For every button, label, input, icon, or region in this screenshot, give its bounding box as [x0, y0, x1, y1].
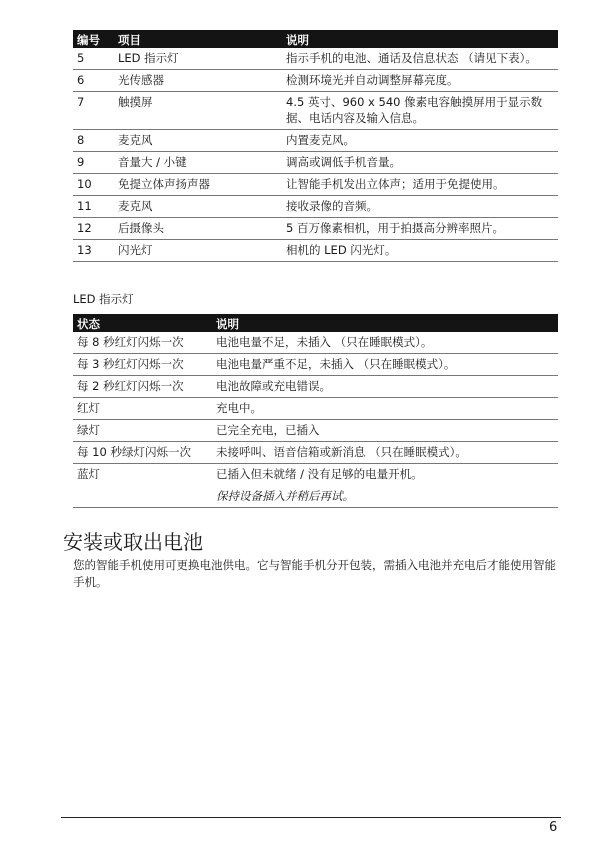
table-row — [73, 398, 558, 420]
cell-description: 电池电量不足，未插入 （只在睡眠模式）。 — [212, 332, 558, 354]
section-heading: 安装或取出电池 — [63, 530, 203, 554]
table-row — [73, 442, 558, 464]
cell-description: 指示手机的电池、通话及信息状态 （请见下表）。 — [282, 48, 558, 70]
blue-led-note: 保持设备插入并稍后再试。 — [216, 489, 354, 503]
cell-item: 触摸屏 — [114, 92, 282, 130]
cell-description: 4.5 英寸、960 x 540 像素电容触摸屏用于显示数据、电话内容及输入信息。 — [282, 92, 558, 130]
cell-item: 麦克风 — [114, 196, 282, 218]
table-row — [73, 92, 558, 130]
components-table — [73, 30, 558, 262]
table-row — [73, 152, 558, 174]
cell-number: 7 — [73, 92, 114, 130]
cell-number: 10 — [73, 174, 114, 196]
cell-number: 8 — [73, 130, 114, 152]
cell-number: 9 — [73, 152, 114, 174]
cell-status: 每 2 秒红灯闪烁一次 — [73, 376, 212, 398]
table-row — [73, 420, 558, 442]
header-status: 状态 — [73, 314, 212, 332]
cell-description — [212, 464, 558, 508]
table-row — [73, 332, 558, 354]
table-row — [73, 218, 558, 240]
cell-item: 闪光灯 — [114, 240, 282, 262]
cell-description: 充电中。 — [212, 398, 558, 420]
cell-description: 已完全充电，已插入 — [212, 420, 558, 442]
cell-description: 内置麦克风。 — [282, 130, 558, 152]
cell-status: 每 8 秒红灯闪烁一次 — [73, 332, 212, 354]
header-number: 编号 — [73, 30, 114, 48]
cell-description: 检测环境光并自动调整屏幕亮度。 — [282, 70, 558, 92]
cell-number: 6 — [73, 70, 114, 92]
cell-description: 5 百万像素相机，用于拍摄高分辨率照片。 — [282, 218, 558, 240]
table-row — [73, 464, 558, 508]
led-table-header — [73, 314, 558, 332]
cell-status: 每 3 秒红灯闪烁一次 — [73, 354, 212, 376]
led-table-caption: LED 指示灯 — [73, 292, 134, 306]
cell-description: 接收录像的音频。 — [282, 196, 558, 218]
cell-item: LED 指示灯 — [114, 48, 282, 70]
cell-status: 蓝灯 — [73, 464, 212, 508]
blue-led-description: 已插入但未就绪 / 没有足够的电量开机。 — [216, 467, 423, 481]
cell-item: 后摄像头 — [114, 218, 282, 240]
footer-rule — [61, 817, 561, 818]
cell-item: 音量大 / 小键 — [114, 152, 282, 174]
table-row — [73, 196, 558, 218]
cell-description: 相机的 LED 闪光灯。 — [282, 240, 558, 262]
cell-status: 每 10 秒绿灯闪烁一次 — [73, 442, 212, 464]
cell-description: 让智能手机发出立体声；适用于免提使用。 — [282, 174, 558, 196]
header-description: 说明 — [282, 30, 558, 48]
cell-description: 调高或调低手机音量。 — [282, 152, 558, 174]
header-description: 说明 — [212, 314, 558, 332]
cell-item: 免提立体声扬声器 — [114, 174, 282, 196]
cell-number: 5 — [73, 48, 114, 70]
table-row — [73, 130, 558, 152]
table-row — [73, 48, 558, 70]
led-table — [73, 314, 558, 508]
cell-number: 12 — [73, 218, 114, 240]
cell-number: 13 — [73, 240, 114, 262]
cell-status: 绿灯 — [73, 420, 212, 442]
cell-item: 麦克风 — [114, 130, 282, 152]
table-row — [73, 174, 558, 196]
table-row — [73, 354, 558, 376]
components-table-header — [73, 30, 558, 48]
cell-number: 11 — [73, 196, 114, 218]
cell-status: 红灯 — [73, 398, 212, 420]
cell-description: 未接呼叫、语音信箱或新消息 （只在睡眠模式）。 — [212, 442, 558, 464]
cell-description: 电池电量严重不足，未插入 （只在睡眠模式）。 — [212, 354, 558, 376]
page-number: 6 — [549, 820, 558, 835]
table-row — [73, 376, 558, 398]
header-item: 项目 — [114, 30, 282, 48]
table-row — [73, 240, 558, 262]
cell-item: 光传感器 — [114, 70, 282, 92]
table-row — [73, 70, 558, 92]
cell-description: 电池故障或充电错误。 — [212, 376, 558, 398]
battery-paragraph: 您的智能手机使用可更换电池供电。它与智能手机分开包装，需插入电池并充电后才能使用智能手机。 — [73, 558, 556, 589]
